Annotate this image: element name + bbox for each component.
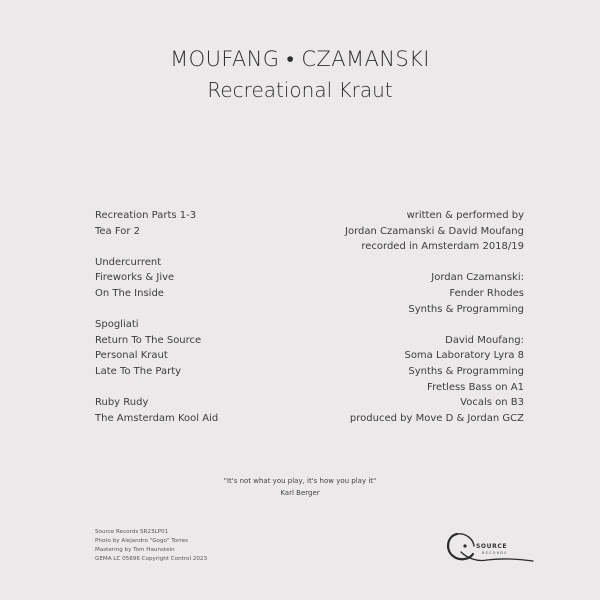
fineprint-line: Source Records SR23LP01 — [95, 529, 169, 535]
album-title: Recreational Kraut — [207, 78, 393, 102]
credits — [345, 208, 524, 426]
artist-title: MOUFANG • CZAMANSKI — [170, 47, 430, 71]
tracklist — [95, 208, 218, 426]
credit-line: Soma Laboratory Lyra 8 — [404, 350, 524, 362]
logo-wordmark: SOURCE — [476, 543, 508, 550]
quote-author: Karl Berger — [280, 489, 320, 497]
track-item: On The Inside — [95, 287, 164, 299]
credit-line: written & performed by — [406, 210, 524, 221]
credit-line: David Moufang: — [445, 334, 524, 346]
fineprint-line: Photo by Alejandro "Gogo" Torres — [95, 538, 188, 544]
credit-line: produced by Move D & Jordan GCZ — [349, 412, 524, 424]
track-item: Fireworks & Jive — [95, 272, 175, 284]
quote-text: "It's not what you play, it's how you play it" — [223, 477, 377, 485]
credit-line: Fender Rhodes — [449, 287, 524, 299]
logo-subtext: RECORDS — [482, 551, 508, 555]
fineprint-line: GEMA LC 05696 Copyright Control 2023 — [95, 556, 208, 562]
quote-block — [0, 475, 600, 499]
fineprint-line: Mastering by Tom Haunstein — [95, 547, 175, 553]
track-item: Tea For 2 — [95, 225, 141, 237]
track-item: Undercurrent — [95, 256, 162, 268]
track-item: Spogliati — [95, 319, 139, 331]
track-item: Recreation Parts 1-3 — [95, 210, 197, 221]
track-item: Ruby Rudy — [95, 397, 149, 409]
credit-line: Synths & Programming — [408, 365, 524, 377]
track-item: The Amsterdam Kool Aid — [95, 412, 219, 424]
credit-line: Jordan Czamanski: — [431, 272, 524, 284]
credit-line: Fretless Bass on A1 — [427, 381, 524, 393]
track-item: Late To The Party — [95, 365, 182, 377]
track-item: Personal Kraut — [95, 350, 168, 362]
fineprint — [95, 528, 207, 564]
track-item: Return To The Source — [95, 334, 202, 346]
credit-line: recorded in Amsterdam 2018/19 — [361, 241, 524, 253]
credit-line: Vocals on B3 — [460, 397, 524, 409]
credit-line: Jordan Czamanski & David Moufang — [345, 225, 524, 237]
credit-line: Synths & Programming — [408, 303, 524, 315]
